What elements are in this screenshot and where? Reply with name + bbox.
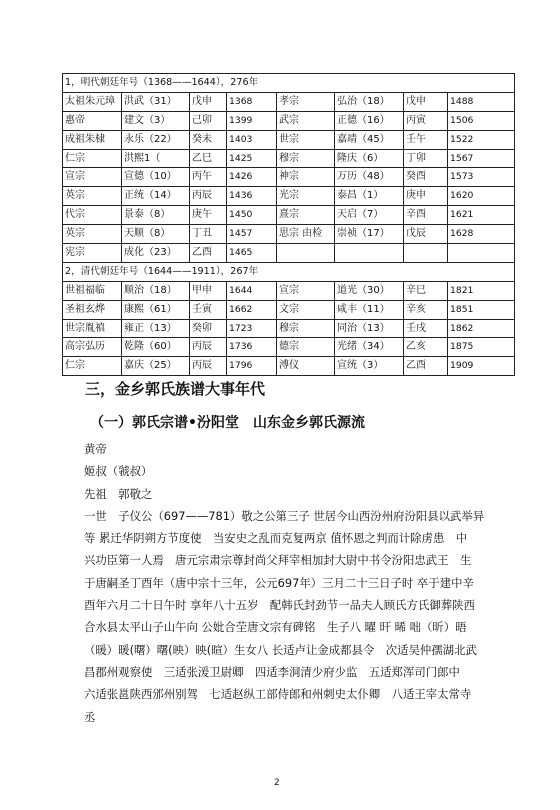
start-year-cell: 1425 <box>227 149 277 168</box>
emperor-cell: 神宗 <box>277 168 335 187</box>
text-line: 酉年六月二十日午时 享年八十五岁 配韩氏封劲节一品夫人顾氏方氏御葬陕西 <box>84 598 475 613</box>
ganzhi-year-cell: 庚申 <box>404 187 448 206</box>
text-line: 一世 子仪公（697——781）敬之公第三子 世居今山西汾州府汾阳县以武举异 <box>84 508 485 523</box>
start-year-cell: 1628 <box>448 225 515 244</box>
ganzhi-year-cell: 戊辰 <box>404 225 448 244</box>
start-year-cell: 1488 <box>448 92 515 111</box>
emperor-cell: 世祖福临 <box>63 281 122 300</box>
emperor-cell: 英宗 <box>63 187 122 206</box>
emperor-cell: 仁宗 <box>63 357 122 376</box>
ganzhi-year-cell: 丙寅 <box>404 111 448 130</box>
start-year-cell: 1436 <box>227 187 277 206</box>
table-row <box>63 130 515 149</box>
table-row <box>63 244 515 263</box>
start-year-cell: 1506 <box>448 111 515 130</box>
era-name-cell: 嘉靖（45） <box>335 130 404 149</box>
start-year-cell: 1736 <box>227 338 277 357</box>
emperor-cell: 高宗弘历 <box>63 338 122 357</box>
start-year-cell: 1909 <box>448 357 515 376</box>
table-row <box>63 357 515 376</box>
start-year-cell: 1621 <box>448 206 515 225</box>
table-row <box>63 187 515 206</box>
table-row <box>63 281 515 300</box>
era-name-table <box>62 73 515 376</box>
text-line: 六适张邕陕西邠州别驾 七适赵纵工部侍郎和州刺史太仆卿 八适王宰太常寺 <box>84 687 472 702</box>
start-year-cell: 1796 <box>227 357 277 376</box>
ganzhi-year-cell: 己卯 <box>190 111 227 130</box>
emperor-cell: 武宗 <box>277 111 335 130</box>
era-name-cell: 崇祯（17） <box>335 225 404 244</box>
era-name-cell: 万历（48） <box>335 168 404 187</box>
table-row <box>63 168 515 187</box>
era-name-cell: 永乐（22） <box>122 130 190 149</box>
ganzhi-year-cell: 辛亥 <box>404 300 448 319</box>
ganzhi-year-cell: 癸未 <box>190 130 227 149</box>
table-row <box>63 149 515 168</box>
era-name-cell: 雍正（13） <box>122 319 190 338</box>
ganzhi-year-cell: 丙辰 <box>190 357 227 376</box>
emperor-cell <box>277 244 335 263</box>
era-name-cell: 建文（3） <box>122 111 190 130</box>
emperor-cell: 熹宗 <box>277 206 335 225</box>
era-name-cell: 同治（13） <box>335 319 404 338</box>
era-name-cell: 天启（7） <box>335 206 404 225</box>
ganzhi-year-cell: 戊申 <box>190 92 227 111</box>
emperor-cell: 思宗 由检 <box>277 225 335 244</box>
ganzhi-year-cell: 壬戌 <box>404 319 448 338</box>
start-year-cell: 1821 <box>448 281 515 300</box>
start-year-cell: 1368 <box>227 92 277 111</box>
start-year-cell: 1465 <box>227 244 277 263</box>
era-name-cell: 正统（14） <box>122 187 190 206</box>
emperor-cell: 宣宗 <box>63 168 122 187</box>
era-name-cell: 洪武（31） <box>122 92 190 111</box>
text-line: 先祖 郭敬之 <box>84 486 153 501</box>
start-year-cell: 1403 <box>227 130 277 149</box>
era-table-body <box>63 74 515 376</box>
ganzhi-year-cell: 辛酉 <box>404 206 448 225</box>
qing-dynasty-header <box>63 262 515 281</box>
ming-dynasty-header-cell: 1，明代朝廷年号（1368——1644），276年 <box>63 74 515 93</box>
ganzhi-year-cell: 甲申 <box>190 281 227 300</box>
emperor-cell: 穆宗 <box>277 319 335 338</box>
era-name-cell: 康熙（61） <box>122 300 190 319</box>
start-year-cell: 1567 <box>448 149 515 168</box>
era-name-cell: 光绪（34） <box>335 338 404 357</box>
ganzhi-year-cell: 丙辰 <box>190 338 227 357</box>
emperor-cell: 圣祖玄烨 <box>63 300 122 319</box>
ganzhi-year-cell: 乙酉 <box>404 357 448 376</box>
start-year-cell: 1573 <box>448 168 515 187</box>
page-number: 2 <box>274 778 280 788</box>
text-line: （暖）暖(曙）曙(映）映(暄）生女八 长适卢让金成都县令 次适吴仲孺湖北武 <box>84 642 477 657</box>
ganzhi-year-cell: 乙酉 <box>190 244 227 263</box>
text-line: 合水县太平山子山午向 公妣合茔唐文宗有碑铭 生子八 曜 旰 晞 咄（昕）晤 <box>84 620 467 635</box>
emperor-cell: 穆宗 <box>277 149 335 168</box>
text-line: 黄帝 <box>84 442 107 456</box>
era-name-cell: 顺治（18） <box>122 281 190 300</box>
text-line: 兴功臣第一人焉 唐元宗肃宗尊封尚父拜宰相加封大尉中书令汾阳忠武王 生 <box>84 553 472 568</box>
emperor-cell: 宪宗 <box>63 244 122 263</box>
start-year-cell: 1399 <box>227 111 277 130</box>
start-year-cell: 1457 <box>227 225 277 244</box>
ganzhi-year-cell: 乙巳 <box>190 149 227 168</box>
era-name-cell: 洪熙1（ <box>122 149 190 168</box>
text-line: 等 累迁华阴朔方节度使 当安史之乱而克复两京 值怀恩之判而计除虏患 中 <box>84 531 468 546</box>
emperor-cell: 溥仪 <box>277 357 335 376</box>
emperor-cell: 仁宗 <box>63 149 122 168</box>
ganzhi-year-cell: 癸酉 <box>404 168 448 187</box>
emperor-cell: 成祖朱棣 <box>63 130 122 149</box>
ganzhi-year-cell <box>404 244 448 263</box>
text-line: 昌郡州观察使 三适张湲卫尉卿 四适李洞清少府少监 五适郑浑司门郎中 <box>84 664 460 679</box>
era-name-cell: 宣统（3） <box>335 357 404 376</box>
subsection-title: （一）郭氏宗谱•汾阳堂 山东金乡郭氏源流 <box>90 415 365 431</box>
era-name-cell: 正德（16） <box>335 111 404 130</box>
era-name-cell: 乾隆（60） <box>122 338 190 357</box>
ganzhi-year-cell: 丙午 <box>190 168 227 187</box>
start-year-cell: 1450 <box>227 206 277 225</box>
ganzhi-year-cell: 乙亥 <box>404 338 448 357</box>
table-row <box>63 111 515 130</box>
start-year-cell: 1644 <box>227 281 277 300</box>
era-name-cell: 天顺（8） <box>122 225 190 244</box>
table-row <box>63 338 515 357</box>
emperor-cell: 代宗 <box>63 206 122 225</box>
ming-dynasty-header <box>63 74 515 93</box>
table-row <box>63 206 515 225</box>
era-name-cell: 泰昌（1） <box>335 187 404 206</box>
table-row <box>63 300 515 319</box>
start-year-cell: 1426 <box>227 168 277 187</box>
emperor-cell: 太祖朱元璋 <box>63 92 122 111</box>
genealogy-body-text <box>84 438 504 728</box>
start-year-cell: 1620 <box>448 187 515 206</box>
era-name-cell: 弘治（18） <box>335 92 404 111</box>
ganzhi-year-cell: 壬寅 <box>190 300 227 319</box>
start-year-cell: 1862 <box>448 319 515 338</box>
emperor-cell: 惠帝 <box>63 111 122 130</box>
emperor-cell: 英宗 <box>63 225 122 244</box>
emperor-cell: 文宗 <box>277 300 335 319</box>
era-name-cell: 成化（23） <box>122 244 190 263</box>
era-name-cell: 道光（30） <box>335 281 404 300</box>
section-title: 三，金乡郭氏族谱大事年代 <box>85 380 266 398</box>
ganzhi-year-cell: 辛巳 <box>404 281 448 300</box>
era-name-cell: 嘉庆（25） <box>122 357 190 376</box>
qing-dynasty-header-cell: 2，清代朝廷年号（1644——1911），267年 <box>63 262 515 281</box>
ganzhi-year-cell: 癸卯 <box>190 319 227 338</box>
ganzhi-year-cell: 丁卯 <box>404 149 448 168</box>
table-row <box>63 92 515 111</box>
table-row <box>63 225 515 244</box>
start-year-cell <box>448 244 515 263</box>
era-name-cell: 咸丰（11） <box>335 300 404 319</box>
era-name-cell: 隆庆（6） <box>335 149 404 168</box>
ganzhi-year-cell: 丁丑 <box>190 225 227 244</box>
ganzhi-year-cell: 壬午 <box>404 130 448 149</box>
text-line: 丞 <box>84 709 96 724</box>
ganzhi-year-cell: 丙辰 <box>190 187 227 206</box>
text-line: 于唐嗣圣丁酉年（唐中宗十三年，公元697年）三月二十三日子时 卒于建中辛 <box>84 575 474 590</box>
start-year-cell: 1723 <box>227 319 277 338</box>
emperor-cell: 世宗 <box>277 130 335 149</box>
start-year-cell: 1662 <box>227 300 277 319</box>
emperor-cell: 光宗 <box>277 187 335 206</box>
start-year-cell: 1875 <box>448 338 515 357</box>
start-year-cell: 1851 <box>448 300 515 319</box>
era-name-cell <box>335 244 404 263</box>
ganzhi-year-cell: 戊申 <box>404 92 448 111</box>
emperor-cell: 德宗 <box>277 338 335 357</box>
emperor-cell: 宣宗 <box>277 281 335 300</box>
era-name-cell: 宣德（10） <box>122 168 190 187</box>
table-row <box>63 319 515 338</box>
start-year-cell: 1522 <box>448 130 515 149</box>
emperor-cell: 世宗胤禛 <box>63 319 122 338</box>
ganzhi-year-cell: 庚午 <box>190 206 227 225</box>
era-name-cell: 景泰（8） <box>122 206 190 225</box>
emperor-cell: 孝宗 <box>277 92 335 111</box>
text-line: 姬叔（虢叔） <box>84 464 153 479</box>
